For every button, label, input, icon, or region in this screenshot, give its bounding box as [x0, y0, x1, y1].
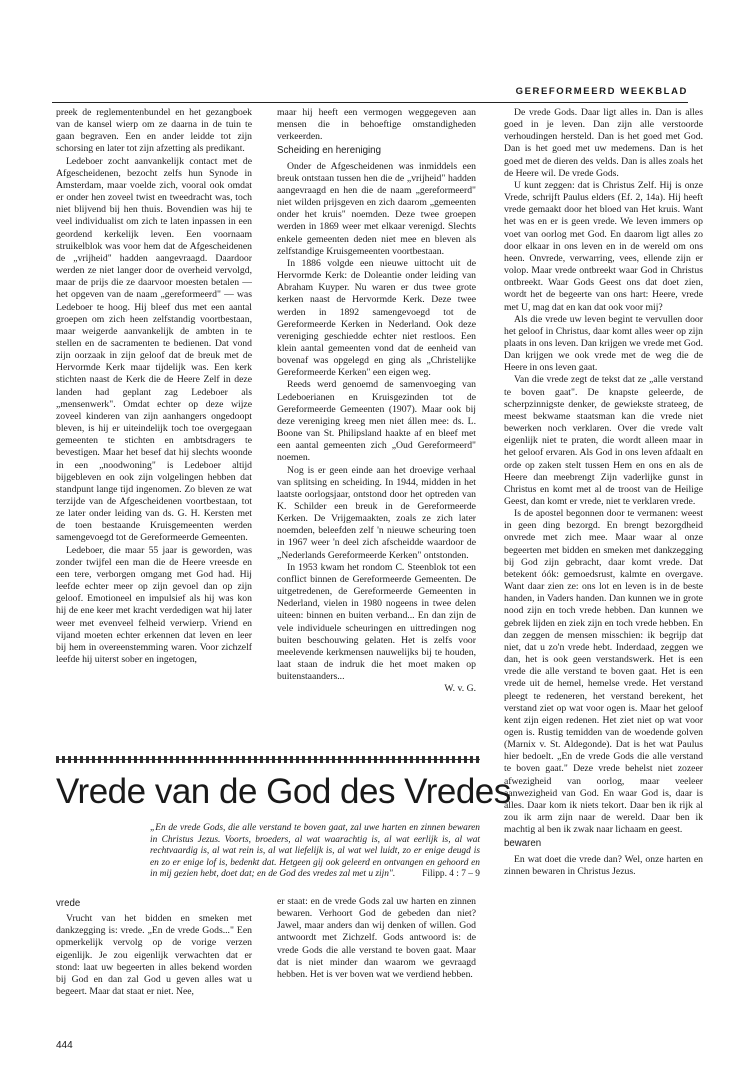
paragraph: Onder de Afgescheidenen was inmiddels een breuk ontstaan tussen hen die de „vrijheid" hadden aangevraagd en hen die de naam „gereformeerd" niet wilden prijsgeven en zich daarom „gemeenten onder het kruis" noemden. Deze twee groepen werden in 1869 weer met elkaar verenigd. Slechts enkele gemeenten deden niet mee en bleven als zelfstandige Kruisgemeenten voortbestaan. [277, 160, 476, 257]
paragraph: In 1886 volgde een nieuwe uittocht uit de Hervormde Kerk: de Doleantie onder leiding van Abraham Kuyper. Nu waren er dus twee grote kerken naast de Hervormde Kerk. Deze twee werden in 1892 samengevoegd tot de Gereformeerde Kerken in Nederland. Ook deze vereniging geschiedde echter niet restloos. Een klein aantal gemeenten vond dat de eenheid van bovenaf was opgelegd en ging als „Christelijke Gereformeerde Kerken" een eigen weg. [277, 257, 476, 379]
quote-reference: Filipp. 4 : 7 – 9 [422, 869, 480, 880]
paragraph: Van die vrede zegt de tekst dat ze „alle verstand te boven gaat". De knapste geleerde, de scherpzinnigste denker, de gewiekste strateeg, de meest bekwame staatsman kan die vrede niet bewerken noch verklaren. Over die vrede valt eigenlijk niet te praten, die wordt alleen maar in het geloof ervaren. Als God in ons leven afdaalt en orde op zaken stelt tussen Hem en ons en als de Heere dan meebrengt Zijn vaderlijke gunst in Christus en komt met al de troost van de Heilige Geest, dan komt er vrede, niet te verklaren vrede. [504, 374, 703, 507]
paragraph: er staat: en de vrede Gods zal uw harten en zinnen bewaren. Verhoort God de gebeden dan niet? Jawel, maar anders dan wij denken of willen. God antwoordt met Zichzelf. Gods antwoord is: de vrede Gods die alle verstand te boven gaat. Maar dat is niet minder dan waarom we gevraagd hebben. Het is ver boven wat we verdiend hebben. [277, 896, 476, 980]
paragraph: Ledeboer, die maar 55 jaar is geworden, was zonder twijfel een man die de Heere vreesde en een tere, verborgen omgang met God had. Hij leefde echter meer op zijn gevoel dan op zijn geloof. Emotioneel en impulsief als hij was kon hij de ene keer met kracht verdedigen wat hij later weer met evenveel felheid verwierp. Vriend en vijand moeten echter erkennen dat leven en leer bij hem in overeenstemming waren. Voor zichzelf leefde hij uiterst sober en ingetogen, [56, 544, 252, 666]
decorative-divider [56, 756, 480, 763]
paragraph: Als die vrede uw leven begint te vervullen door het geloof in Christus, daar komt alles weer op zijn plaats in ons leven. Dan krijgen we vrede met God. Dan krijgen we ook vrede met de weg die de Heere in ons leven gaat. [504, 313, 703, 374]
paragraph: Is de apostel begonnen door te vermanen: weest in geen ding bezorgd. En brengt bezorgdheid onvrede met zich mee. Maar waar al onze begeerten met bidden en smeken met dankzegging bij God zijn gebracht, daar komt vrede. Dat betekent óók: gemoedsrust, kalmte en overgave. Want daar zien ze: ons lot en leven is in de beste handen, in Vaders handen. Dan kunnen we in grote nood zijn en toch vrede hebben. Dan kunnen we gebrek lijden en ziek zijn en toch vrede hebben. En dan zeggen de mensen misschien: ik begrijp dat niet, dat u zo'n vrede hebt. Inderdaad, zeggen we dan, het is ook geen verstandswerk. Het is een vrede die alle verstand te boven gaat. Het is een vrede uit de hemel, hemelse vrede. Het verstand pleegt te redeneren, het verstand berekent, het verstand ziet op wat voor ogen is. Maar het geloof kent zijn eigen redenen. Het ziet niet op wat voor ogen is. Rustig temidden van de woedende golven (Marnix v. St. Aldegonde). Dat is het wat Paulus hier bedoelt. „En de vrede Gods die alle verstand te boven gaat." Deze vrede behelst niet zozeer afwezigheid van oorlog, maar veeleer aanwezigheid van God. En waar God is, daar is alles. Daar kom ik niets tekort. Daar ben ik rijk al zou ik arm zijn naar de wereld. Daar ben ik machtig al ben ik zwak naar lichaam en geest. [504, 508, 703, 836]
scripture-quote [150, 823, 480, 881]
article2-column-3 [504, 107, 703, 1047]
section-heading: Scheiding en hereniging [277, 145, 381, 157]
article2-column-1 [56, 896, 252, 1026]
paragraph: Reeds werd genoemd de samenvoeging van Ledeboerianen en Kruisgezinden tot de Gereformeerde Gemeenten (1907). Maar ook bij deze vereniging kreeg men niet állen mee: ds. L. Boone van St. Philipsland haakte af en bleef met een aantal gemeenten zich „Oud Gereformeerd" noemen. [277, 379, 476, 464]
paragraph: En wat doet die vrede dan? Wel, onze harten en zinnen bewaren in Christus Jezus. [504, 853, 703, 877]
paragraph: U kunt zeggen: dat is Christus Zelf. Hij is onze Vrede, schrijft Paulus elders (Ef. 2, 14a). Hij heeft vrede gemaakt door het bloed van Het kruis. Want het was en er is geen vrede. We leven immers op voet van oorlog met God. En daarom ligt alles zo door elkaar in ons leven en in de wereld om ons heen. Onvrede, verwarring, vees, ellende zijn er volop. Maar vrede ontbreekt waar God in Christus ontbreekt. Waar Gods Geest ons dat doet zien, wordt het de begeerte van ons hart: Heere, vrede met U, mag dat en kan dat ook voor mij? [504, 179, 703, 313]
paragraph: maar hij heeft een vermogen weggegeven aan mensen die in behoeftige omstandigheden verkeerden. [277, 107, 476, 143]
paragraph: Nog is er geen einde aan het droevige verhaal van splitsing en scheiding. In 1944, midden in het laatste oorlogsjaar, ontstond door het optreden van K. Schilder een breuk in de Gereformeerde Kerken. De Vrijgemaakten, zoals ze zich later noemden, beleefden zelf 'n nieuwe scheuring toen in 1967 weer 'n deel zich afscheidde waardoor de „Nederlands Gereformeerde Kerken" ontstonden. [277, 464, 476, 561]
page-header [52, 86, 688, 103]
paragraph: Vrucht van het bidden en smeken met dankzegging is: vrede. „En de vrede Gods..." Een opmerkelijk vervolg op de vorige verzen eigenlijk. Je zou eigenlijk verwachten dat er stond: laat uw begeerten in alles bekend worden bij God en dan zal God u geven alles wat u begeert. Maar dat staat er niet. Nee, [56, 913, 252, 998]
article2-column-2 [277, 896, 476, 1026]
section-heading: vrede [56, 898, 81, 909]
article1-column-1 [56, 107, 252, 712]
article-title: Vrede van de God des Vredes [56, 772, 511, 811]
author-signature: W. v. G. [444, 683, 476, 695]
paragraph: preek de reglementenbundel en het gezangboek van de kansel wierp om ze daarna in de tuin te gaan begraven. Een en ander leidde tot zijn schorsing en later tot zijn afzetting als predikant. [56, 107, 252, 155]
publication-title: GEREFORMEERD WEEKBLAD [515, 86, 688, 97]
paragraph: Ledeboer zocht aanvankelijk contact met de Afgescheidenen, bezocht zelfs hun Synode in Amsterdam, maar voelde zich, vooral ook omdat er onder hen zoveel twist en tweedracht was, toch niet blijvend bij hen thuis. Bovendien was hij te veel individualist om zich te laten inpassen in een geordend kerkelijk leven. Een voornaam struikelblok was voor hem dat de Afgescheidenen de „vrijheid" hadden aangevraagd. Daardoor werden ze niet langer door de overheid vervolgd, maar de prijs die ze daarvoor moesten betalen — het opgeven van de naam „gereformeerd" — was Ledeboer te hoog. Hij bleef dus met een aantal groepen om zich heen zelfstandig voortbestaan, maar weigerde aanvankelijk de ambten in te stellen en de sacramenten te bedienen. Dat vond zijn oorzaak in zijn geloof dat de breuk met de Hervormde Kerk maar tijdelijk was. Een kerk stichten naast de Kerk die de Heere Zelf in deze landen had geplant zag Ledeboer als „mensenwerk". Omdat echter op deze wijze zoveel kinderen van zijn aanhangers ongedoopt bleven, is hij er uiteindelijk toch toe overgegaan gemeenten te stichten en ambtsdragers te bevestigen. Maar het besef dat hij slechts woonde in een „noodwoning" is Ledeboer altijd bijgebleven en ook zijn volgelingen hebben dat standpunt lange tijd ingenomen. Zo bleven ze wat terzijde van de Afgescheidenen voortbestaan, tot ze later onder leiding van ds. G. H. Kersten met de toen bestaande Kruisgemeenten werden samengevoegd tot de Gereformeerde Gemeenten. [56, 155, 252, 544]
paragraph: In 1953 kwam het rondom C. Steenblok tot een conflict binnen de Gereformeerde Gemeenten. De uitgetredenen, de Gereformeerde Gemeenten in Nederland, vielen in 1980 nogeens in twee delen uiteen: binnen en buiten verband... En dan zijn de vele individuele scheuringen en uittredingen nog buiten beschouwing gelaten. Het is zelfs voor meelevende kerkmensen nauwelijks bij te houden, laat staan de indruk die het moet maken op buitenstaanders... [277, 561, 476, 683]
paragraph: De vrede Gods. Daar ligt alles in. Dan is alles goed in je leven. Dan zijn alle verstoorde verhoudingen hersteld. Dan is het goed met God. Dan is het goed met uw medemens. Dan is het goed met de dieren des velds. Dan is alles zoals het de Heere wil. De vrede Gods. [504, 107, 703, 179]
section-heading: bewaren [504, 838, 542, 850]
article1-column-2 [277, 107, 476, 695]
quote-text: „En de vrede Gods, die alle verstand te boven gaat, zal uwe harten en zinnen bewaren in Christus Jezus. Voorts, broeders, al wat waarachtig is, al wat eerlijk is, al wat rechtvaardig is, al wat rein is, al wat liefelijk is, al wat wel luidt, zo er enige deugd is en zo er enige lof is, bedenkt dat. Hetgeen gij ook geleerd en ontvangen en gehoord en in mij gezien hebt, doet dat; en de God des vredes zal met u zijn". [150, 823, 480, 880]
page-number: 444 [56, 1040, 73, 1051]
